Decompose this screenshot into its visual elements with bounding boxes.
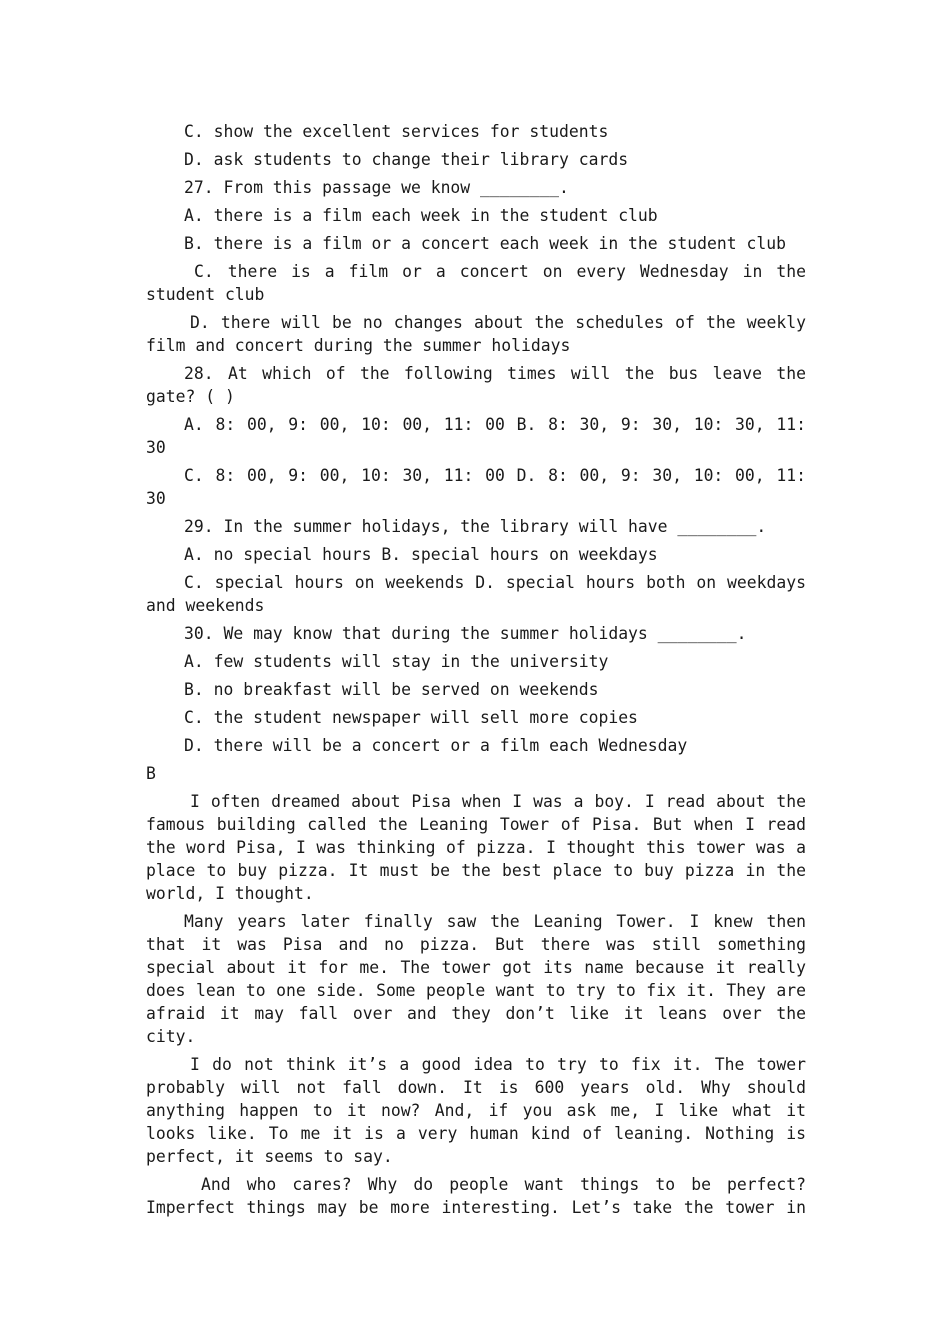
q28-stem: 28. At which of the following times will the bus leave the gate? ( ) <box>146 364 806 406</box>
q27-option-d: D. there will be no changes about the schedules of the weekly film and concert during the summer holidays <box>146 313 806 355</box>
q30-option-b: B. no breakfast will be served on weekends <box>184 680 599 699</box>
q27-option-c: C. there is a film or a concert on every Wednesday in the student club <box>146 262 806 304</box>
q26-option-c: C. show the excellent services for students <box>184 122 609 141</box>
section-heading-b: B <box>146 764 156 783</box>
passage-paragraph-3: I do not think it’s a good idea to try to fix it. The tower probably will not fall down. It is 600 years old. Why should anything happen to it now? And, if you ask me, I like what it looks like. To me it is a very human kind of leaning. Nothing is perfect, it seems to say. <box>146 1055 806 1166</box>
q28-options-cd: C. 8: 00, 9: 00, 10: 30, 11: 00 D. 8: 00, 9: 30, 10: 00, 11: 30 <box>146 466 806 508</box>
q27-stem: 27. From this passage we know ________. <box>184 178 569 197</box>
passage-paragraph-1: I often dreamed about Pisa when I was a boy. I read about the famous building called the Leaning Tower of Pisa. But when I read the word Pisa, I was thinking of pizza. I thought this tower was a place to buy pizza. It must be the best place to buy pizza in the world, I thought. <box>146 792 806 903</box>
passage-paragraph-2: Many years later finally saw the Leaning Tower. I knew then that it was Pisa and no pizza. But there was still something special about it for me. The tower got its name because it really does lean to one side. Some people want to try to fix it. They are afraid it may fall over and they don’t like it leans over the city. <box>146 912 806 1046</box>
q30-option-d: D. there will be a concert or a film each Wednesday <box>184 736 688 755</box>
exam-page <box>146 120 806 1224</box>
q30-option-a: A. few students will stay in the university <box>184 652 609 671</box>
q29-stem: 29. In the summer holidays, the library will have ________. <box>184 517 767 536</box>
q28-options-ab: A. 8: 00, 9: 00, 10: 00, 11: 00 B. 8: 30, 9: 30, 10: 30, 11: 30 <box>146 415 806 457</box>
q30-stem: 30. We may know that during the summer holidays ________. <box>184 624 747 643</box>
q27-option-b: B. there is a film or a concert each week in the student club <box>184 234 786 253</box>
q26-option-d: D. ask students to change their library cards <box>184 150 629 169</box>
q30-option-c: C. the student newspaper will sell more copies <box>184 708 638 727</box>
passage-paragraph-4: And who cares? Why do people want things to be perfect? Imperfect things may be more interesting. Let’s take the tower in <box>146 1175 806 1217</box>
q29-options-ab: A. no special hours B. special hours on weekdays <box>184 545 658 564</box>
q27-option-a: A. there is a film each week in the student club <box>184 206 658 225</box>
q29-options-cd: C. special hours on weekends D. special hours both on weekdays and weekends <box>146 573 806 615</box>
